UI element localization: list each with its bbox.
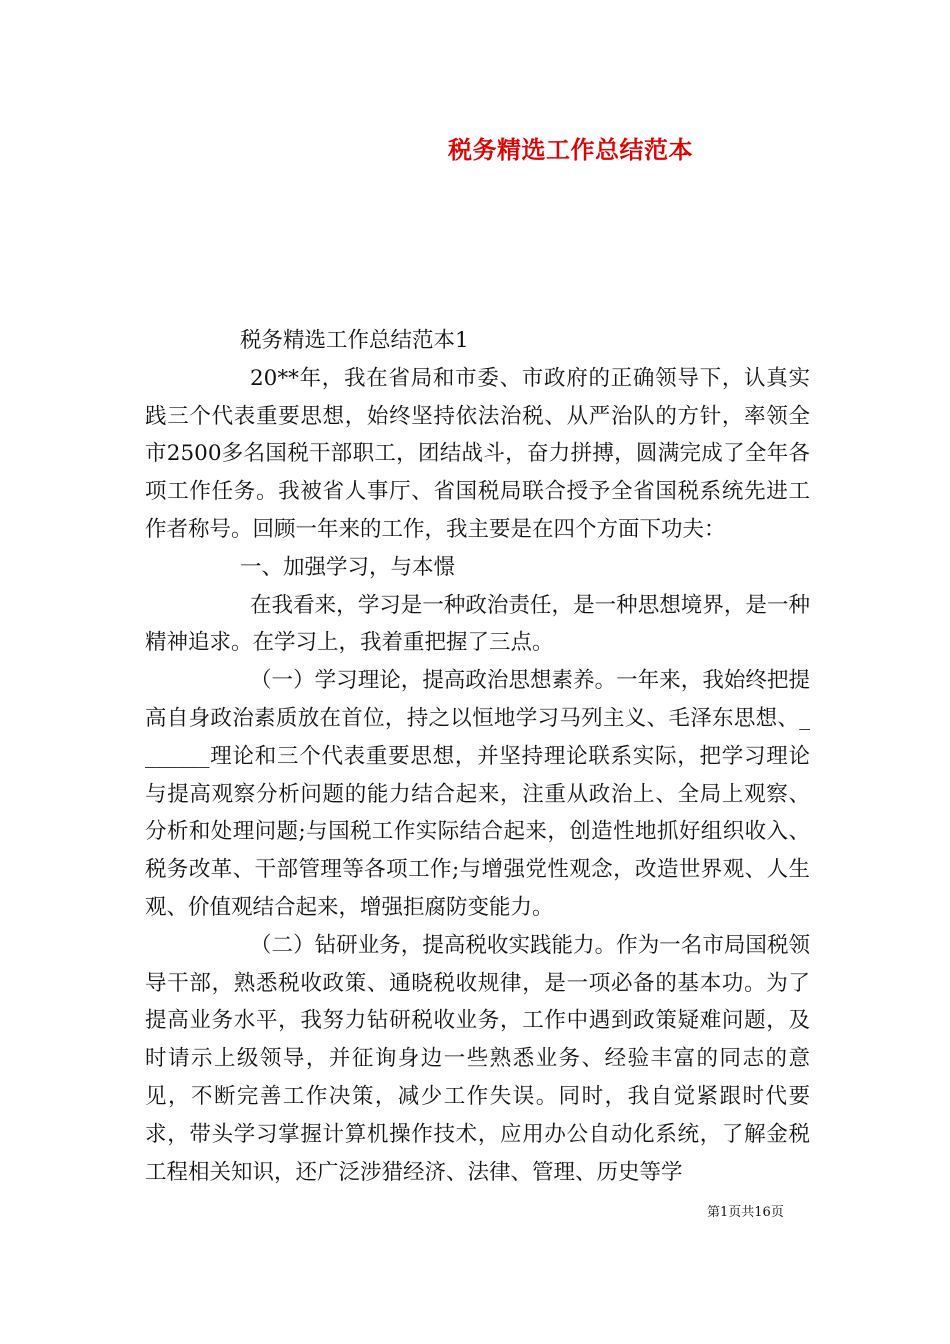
section-heading-1: 一、加强学习，与本憬 — [240, 554, 456, 580]
document-body — [145, 322, 810, 1191]
paragraph-theory: （一）学习理论，提高政治思想素养。一年来，我始终把提高自身政治素质放在首位，持之以恒地学习马列主义、毛泽东思想、_______理论和三个代表重要思想，并坚持理论联系实际，把学习理论与提高观察分析问题的能力结合起来，注重从政治上、全局上观察、分析和处理问题;与国税工作实际结合起来，创造性地抓好组织收入、税务改革、干部管理等各项工作;与增强党性观念，改造世界观、人生观、价值观结合起来，增强拒腐防变能力。 — [145, 668, 810, 920]
page-number: 第1页共16页 — [707, 1205, 784, 1220]
document-subtitle: 税务精选工作总结范本1 — [240, 328, 469, 353]
page-title: 税务精选工作总结范本 — [448, 135, 693, 164]
paragraph-intro: 20**年，我在省局和市委、市政府的正确领导下，认真实践三个代表重要思想，始终坚持依法治税、从严治队的方针，率领全市2500多名国税干部职工，团结战斗，奋力拼搏，圆满完成了全年各项工作任务。我被省人事厅、省国税局联合授予全省国税系统先进工作者称号。回顾一年来的工作，我主要是在四个方面下功夫： — [145, 365, 810, 542]
paragraph-study: 在我看来，学习是一种政治责任，是一种思想境界，是一种精神追求。在学习上，我着重把握了三点。 — [145, 592, 810, 656]
paragraph-business: （二）钻研业务，提高税收实践能力。作为一名市局国税领导干部，熟悉税收政策、通晓税收规律，是一项必备的基本功。为了提高业务水平，我努力钻研税收业务，工作中遇到政策疑难问题，及时请示上级领导，并征询身边一些熟悉业务、经验丰富的同志的意见，不断完善工作决策，减少工作失误。同时，我自觉紧跟时代要求，带头学习掌握计算机操作技术，应用办公自动化系统，了解金税工程相关知识，还广泛涉猎经济、法律、管理、历史等学 — [145, 932, 810, 1185]
